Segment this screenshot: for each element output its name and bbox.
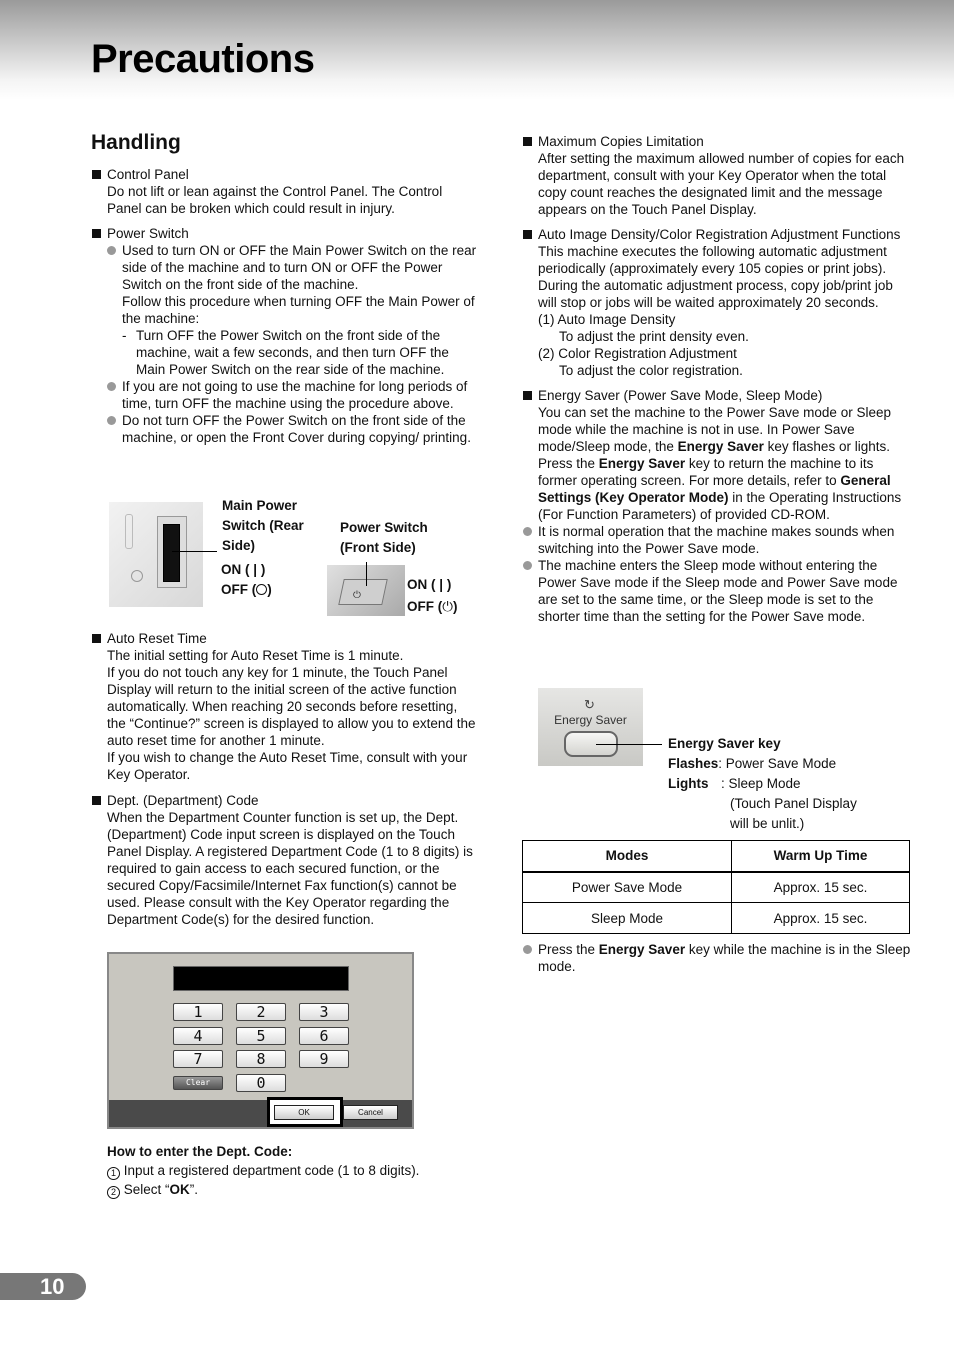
front-on-label bbox=[407, 575, 451, 595]
round-bullet-icon bbox=[523, 527, 532, 536]
cancel-button[interactable]: Cancel bbox=[343, 1105, 398, 1120]
left-column bbox=[92, 166, 477, 454]
bullet bbox=[107, 242, 477, 378]
table-row bbox=[523, 872, 910, 903]
step-text: Select “ bbox=[123, 1182, 170, 1197]
leader-line bbox=[596, 744, 662, 745]
item-title: Maximum Copies Limitation bbox=[538, 134, 704, 149]
section-heading: Handling bbox=[91, 131, 181, 154]
round-bullet-icon bbox=[523, 561, 532, 570]
key-0[interactable]: 0 bbox=[236, 1074, 286, 1092]
bullet-text: The machine enters the Sleep mode without entering the Power Save mode if the Sleep mode and Power Save mode are set to the same time, or the Sleep mode is set to the shorter time than the setting for the Power Save mode. bbox=[538, 558, 898, 624]
item-title: Auto Image Density/Color Registration Adjustment Functions bbox=[538, 227, 901, 242]
key-3[interactable]: 3 bbox=[299, 1003, 349, 1021]
key-9[interactable]: 9 bbox=[299, 1050, 349, 1068]
text-run: key flashes or lights. Press the bbox=[538, 439, 890, 471]
key-2[interactable]: 2 bbox=[236, 1003, 286, 1021]
key-7[interactable]: 7 bbox=[173, 1050, 223, 1068]
text-run: Press the bbox=[538, 942, 599, 957]
leader-line bbox=[172, 551, 217, 552]
paren: ) bbox=[260, 562, 266, 577]
page-number-tab: 10 bbox=[0, 1273, 86, 1300]
bullet-text: Follow this procedure when turning OFF the Main Power of the machine: bbox=[122, 294, 475, 326]
ok-button[interactable]: OK bbox=[274, 1105, 334, 1120]
bullet bbox=[107, 412, 477, 446]
lights-note: (Touch Panel Display bbox=[730, 796, 857, 811]
on-bar-icon: | bbox=[253, 562, 258, 577]
step-text: Input a registered department code (1 to 8 digits). bbox=[123, 1163, 420, 1178]
lights-label: Lights bbox=[668, 776, 709, 791]
code-display bbox=[173, 966, 349, 991]
front-off-label bbox=[407, 597, 457, 617]
howto-step-1 bbox=[107, 1161, 477, 1180]
header-modes: Modes bbox=[523, 841, 732, 872]
auto-density-item bbox=[523, 226, 911, 379]
text-run: in the Operating Instructions (For Function Parameters) of provided CD-ROM. bbox=[538, 490, 902, 522]
sub-item: (2) Color Registration Adjustment bbox=[538, 346, 737, 361]
paren: ) bbox=[267, 582, 272, 597]
key-1[interactable]: 1 bbox=[173, 1003, 223, 1021]
left-column-lower bbox=[92, 630, 477, 936]
key-4[interactable]: 4 bbox=[173, 1027, 223, 1045]
table-header-row bbox=[523, 841, 910, 872]
main-power-label bbox=[222, 496, 304, 556]
auto-reset-item bbox=[92, 630, 477, 783]
on-bar-icon: | bbox=[439, 577, 444, 592]
dept-code-item bbox=[92, 792, 477, 928]
label-line: Main Power bbox=[222, 498, 298, 513]
main-power-switch-photo bbox=[109, 502, 203, 607]
sub-item-text: To adjust the color registration. bbox=[559, 363, 743, 378]
bullet-text: If you are not going to use the machine for long periods of time, turn OFF the machine using the procedure above. bbox=[122, 379, 468, 411]
rocker-switch-icon bbox=[163, 524, 180, 582]
page-title: Precautions bbox=[91, 37, 315, 81]
bullet-text: Do not turn OFF the Power Switch on the front side of the machine, or open the Front Cover during copying/ printing. bbox=[122, 413, 471, 445]
keypad-bottom-bar bbox=[109, 1100, 412, 1127]
round-bullet-icon bbox=[107, 382, 116, 391]
text-bold: Energy Saver bbox=[677, 439, 764, 454]
bullet bbox=[523, 557, 911, 625]
lights-note: will be unlit.) bbox=[730, 816, 805, 831]
label-line: Side) bbox=[222, 538, 256, 553]
flashes-value: : Power Save Mode bbox=[718, 756, 837, 771]
control-panel-item bbox=[92, 166, 477, 217]
step-text-bold: OK bbox=[169, 1182, 190, 1197]
item-text bbox=[538, 404, 911, 523]
item-title: Energy Saver (Power Save Mode, Sleep Mode) bbox=[538, 388, 823, 403]
item-text: After setting the maximum allowed number of copies for each department, consult with your Key Operator when the total copy count reaches the designated limit and the message appears on the Touch Panel Display. bbox=[538, 151, 905, 217]
flashes-label: Flashes bbox=[668, 756, 719, 771]
bullet bbox=[107, 378, 477, 412]
off-text: OFF ( bbox=[221, 582, 257, 597]
right-column bbox=[523, 133, 911, 633]
item-title: Auto Reset Time bbox=[107, 631, 207, 646]
paren: ) bbox=[452, 599, 458, 614]
off-text: OFF ( bbox=[407, 599, 443, 614]
clear-button[interactable]: Clear bbox=[173, 1076, 223, 1090]
energy-saver-legend bbox=[668, 734, 857, 834]
on-text: ON ( bbox=[407, 577, 436, 592]
item-title: Control Panel bbox=[107, 167, 189, 182]
max-copies-item bbox=[523, 133, 911, 218]
leader-line bbox=[366, 562, 367, 586]
round-bullet-icon bbox=[107, 246, 116, 255]
key-6[interactable]: 6 bbox=[299, 1027, 349, 1045]
paren: ) bbox=[446, 577, 452, 592]
circle-mark-icon bbox=[131, 570, 143, 582]
switch-plate bbox=[338, 579, 388, 605]
table-row bbox=[523, 903, 910, 934]
lights-value: : Sleep Mode bbox=[721, 776, 801, 791]
square-bullet-icon bbox=[523, 230, 532, 239]
step-text: ”. bbox=[189, 1182, 199, 1197]
round-bullet-icon bbox=[107, 416, 116, 425]
round-bullet-icon bbox=[523, 945, 532, 954]
item-text: Do not lift or lean against the Control Panel. The Control Panel can be broken which could result in injury. bbox=[107, 184, 443, 216]
howto-step-2 bbox=[107, 1180, 477, 1199]
standby-icon: ⏻ bbox=[442, 599, 453, 614]
energy-saver-key-photo bbox=[538, 688, 643, 766]
final-bullet bbox=[523, 941, 911, 975]
item-title: Power Switch bbox=[107, 226, 189, 241]
energy-saver-symbol-icon: ↻ bbox=[584, 697, 595, 712]
howto-title: How to enter the Dept. Code: bbox=[107, 1144, 293, 1159]
off-circle-icon bbox=[256, 584, 267, 595]
howto-block bbox=[107, 1142, 477, 1199]
item-text: If you do not touch any key for 1 minute, the Touch Panel Display will return to the initial screen of the active function automatically. When reaching 20 seconds before resetting, the “Continue?” screen is displayed to allow you to extend the auto reset time for another 1 minute. bbox=[107, 665, 476, 748]
square-bullet-icon bbox=[92, 170, 101, 179]
standby-icon: ⏻ bbox=[353, 590, 361, 601]
bullet-text: Used to turn ON or OFF the Main Power Switch on the rear side of the machine and to turn ON or OFF the Power Switch on the front side of the machine. bbox=[122, 243, 477, 292]
dash-mark: - bbox=[122, 328, 127, 343]
item-text: The initial setting for Auto Reset Time is 1 minute. bbox=[107, 648, 404, 663]
table-cell: Approx. 15 sec. bbox=[731, 903, 909, 934]
bullet-text: It is normal operation that the machine makes sounds when switching into the Power Save mode. bbox=[538, 524, 895, 556]
photo-label: Energy Saver bbox=[554, 713, 627, 727]
slot-shape bbox=[125, 514, 133, 549]
key-8[interactable]: 8 bbox=[236, 1050, 286, 1068]
table-cell: Power Save Mode bbox=[523, 872, 732, 903]
text-run: You can set the machine to the Power Save mode or Sleep mode while the machine is not in use. In Power Save mode/Sleep mode, the bbox=[538, 405, 891, 454]
square-bullet-icon bbox=[92, 634, 101, 643]
main-on-label bbox=[221, 560, 265, 580]
warm-up-table bbox=[522, 840, 910, 934]
square-bullet-icon bbox=[92, 229, 101, 238]
legend-title: Energy Saver key bbox=[668, 736, 781, 751]
table-cell: Sleep Mode bbox=[523, 903, 732, 934]
dash-text: Turn OFF the Power Switch on the front side of the machine, wait a few seconds, and then turn OFF the Main Power Switch on the rear side of the machine. bbox=[136, 328, 449, 377]
label-line: Power Switch bbox=[340, 520, 428, 535]
bullet-text bbox=[538, 941, 911, 975]
on-text: ON ( bbox=[221, 562, 250, 577]
square-bullet-icon bbox=[523, 391, 532, 400]
label-line: Switch (Rear bbox=[222, 518, 304, 533]
dash-item bbox=[122, 327, 477, 378]
power-switch-item bbox=[92, 225, 477, 446]
table-cell: Approx. 15 sec. bbox=[731, 872, 909, 903]
text-bold: Energy Saver bbox=[598, 942, 686, 957]
label-line: (Front Side) bbox=[340, 540, 416, 555]
dept-code-keypad-screen bbox=[107, 952, 414, 1129]
item-text: This machine executes the following automatic adjustment periodically (approximately every 105 copies or print jobs). During the automatic adjustment process, copy job/print job will stop or jobs will be waited approximately 20 seconds. bbox=[538, 244, 893, 310]
item-title: Dept. (Department) Code bbox=[107, 793, 259, 808]
item-text: When the Department Counter function is set up, the Dept. (Department) Code input screen is displayed on the Touch Panel Display. A registered Department Code (1 to 8 digits) is required to gain access to each secured function, or the secured Copy/Facsimile/Internet Fax function(s) cannot be used. Please consult with the Key Operator regarding the Department Code(s) for the desired function. bbox=[107, 810, 473, 927]
text-bold: General Settings (Key Operator Mode) bbox=[538, 473, 891, 505]
energy-saver-item bbox=[523, 387, 911, 625]
text-run: key to return the machine to its former operating screen. For more details, refer to bbox=[538, 456, 874, 488]
step-number-icon: 1 bbox=[107, 1167, 120, 1180]
sub-item-text: To adjust the print density even. bbox=[559, 329, 749, 344]
front-switch-label bbox=[340, 518, 428, 558]
bullet bbox=[523, 523, 911, 557]
step-number-icon: 2 bbox=[107, 1186, 120, 1199]
sub-item: (1) Auto Image Density bbox=[538, 312, 676, 327]
energy-saver-intro bbox=[523, 387, 911, 523]
square-bullet-icon bbox=[92, 796, 101, 805]
text-bold: Energy Saver bbox=[598, 456, 686, 471]
header-warm-up-time: Warm Up Time bbox=[731, 841, 909, 872]
main-off-label bbox=[221, 580, 272, 600]
key-5[interactable]: 5 bbox=[236, 1027, 286, 1045]
square-bullet-icon bbox=[523, 137, 532, 146]
text-run: key while the machine is in the Sleep mode. bbox=[538, 942, 911, 974]
item-text: If you wish to change the Auto Reset Time, consult with your Key Operator. bbox=[107, 750, 468, 782]
